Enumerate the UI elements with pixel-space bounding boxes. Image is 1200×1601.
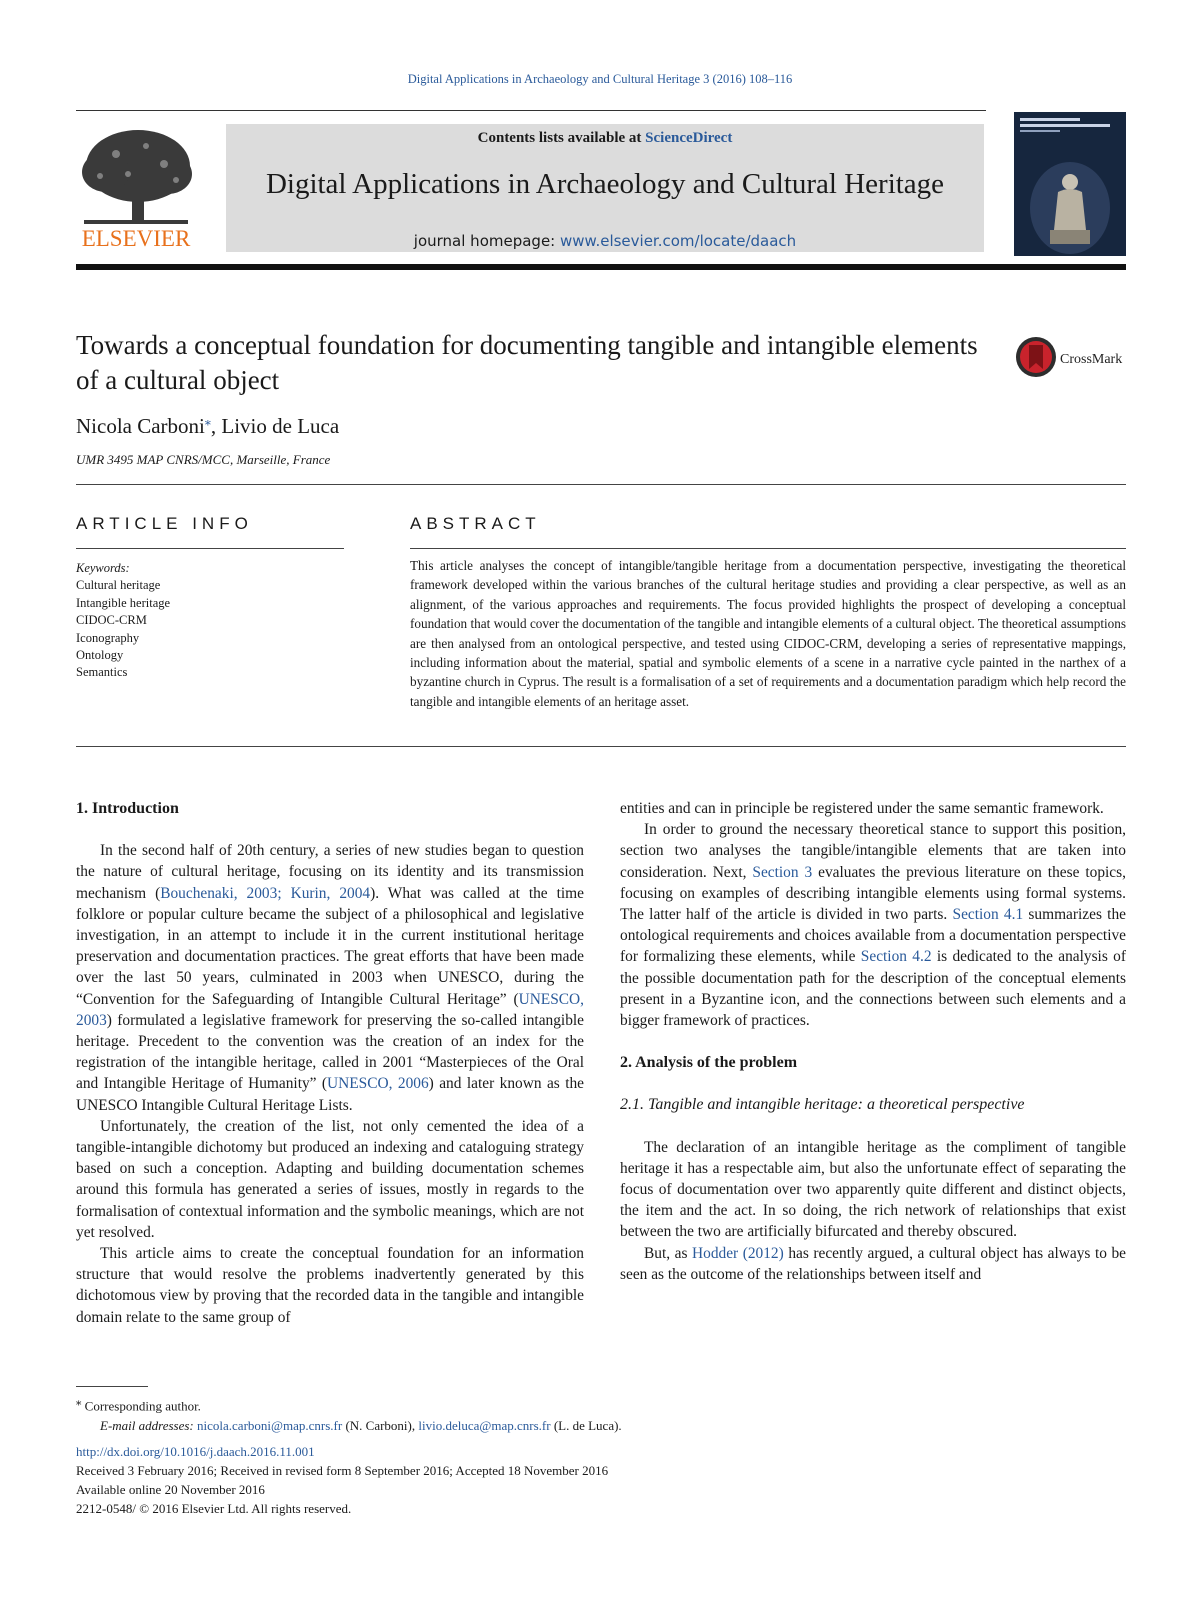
author-list xyxy=(76,414,339,439)
contents-prefix: Contents lists available at xyxy=(477,130,642,146)
keyword-item: Semantics xyxy=(76,665,128,680)
keywords-list xyxy=(76,560,170,682)
received-dates: Received 3 February 2016; Received in revised form 8 September 2016; Accepted 18 November 2016 xyxy=(76,1463,609,1478)
author-1: Nicola Carboni xyxy=(76,414,205,438)
footnote-mark: ⁎ xyxy=(76,1396,82,1408)
paragraph-5: The declaration of an intangible heritage as the compliment of tangible heritage it has a respectable aim, but also the unfortunate effect of separating the focus of documentation over two apparently quite different and distinct objects, the item and the act. In so doing, the rich network of relationships that exist between the two are artificially bifurcated and thereby obscured. xyxy=(620,1138,1126,1241)
section-link[interactable]: Section 4.2 xyxy=(860,948,932,966)
corresponding-mark[interactable]: ⁎ xyxy=(204,414,211,428)
section-2-1-heading: 2.1. Tangible and intangible heritage: a theoretical perspective xyxy=(620,1096,1025,1114)
citation-link[interactable]: Bouchenaki, 2003; Kurin, 2004 xyxy=(160,884,371,902)
footnote xyxy=(76,1392,622,1436)
crossmark-badge[interactable] xyxy=(1014,334,1126,380)
paragraph-text: is dedicated to the analysis of the possible documentation path for the description of the conceptual elements present in a Byzantine icon, and the connections between such elements and a bigger framework of practices. xyxy=(620,948,1126,1030)
running-head[interactable]: Digital Applications in Archaeology and Cultural Heritage 3 (2016) 108–116 xyxy=(407,72,793,86)
section-1-heading: 1. Introduction xyxy=(76,800,179,817)
title-rule xyxy=(76,484,1126,485)
available-online: Available online 20 November 2016 xyxy=(76,1482,265,1497)
citation-link[interactable]: Hodder (2012) xyxy=(692,1244,784,1262)
paragraph-text: evaluates the previous literature on these topics, focusing on examples of describing intangible elements using formal systems. The latter half of the article is divided in two parts. xyxy=(620,863,1126,924)
keyword-item: Iconography xyxy=(76,630,140,645)
email-addresses xyxy=(76,1416,622,1436)
article-title: Towards a conceptual foundation for documenting tangible and intangible elements of a cultural object xyxy=(76,330,978,395)
article-info-heading: ARTICLE INFO xyxy=(76,514,253,533)
keyword-item: Ontology xyxy=(76,648,124,663)
journal-cover-image[interactable] xyxy=(1014,112,1126,256)
elsevier-logo[interactable] xyxy=(76,124,196,250)
corresponding-author-note xyxy=(76,1392,622,1416)
paragraph-text: ) and later known as the UNESCO Intangible Cultural Heritage Lists. xyxy=(76,1075,584,1114)
contents-line xyxy=(226,130,984,147)
paragraph-text: has recently argued, a cultural object has always to be seen as the outcome of the relationships between itself and xyxy=(620,1244,1126,1283)
paragraph-text: ). What was called at the time folklore or popular culture became the subject of a philosophical and legislative investigation, in an attempt to include it in the current institutional heritage preservation and documentation practices. The great efforts that have been made over the last 50 years, culminated in 2003 when UNESCO, during the “Convention for the Safeguarding of Intangible Cultural Heritage” ( xyxy=(76,884,584,1008)
body-column-left xyxy=(76,798,584,1328)
keyword-item: Cultural heritage xyxy=(76,578,161,593)
abstract-rule xyxy=(410,548,1126,549)
author-2: Livio de Luca xyxy=(221,414,340,438)
citation-link[interactable]: UNESCO, 2003 xyxy=(76,990,584,1029)
journal-banner xyxy=(226,124,984,252)
paragraph-text: In order to ground the necessary theoretical stance to support this position, section two analyses the tangible/intangible elements that are taken into consideration. Next, xyxy=(620,821,1126,881)
keywords-label: Keywords: xyxy=(76,561,130,575)
section-link[interactable]: Section 4.1 xyxy=(952,906,1024,924)
author-separator: , xyxy=(210,414,222,438)
paragraph-text: ) formulated a legislative framework for preserving the so-called intangible heritage. Precedent to the convention was the creation of an index for the registration of the intangible heritage, called in 2001 “Masterpieces of the Oral and Intangible Heritage of Humanity” ( xyxy=(76,1011,584,1093)
journal-title: Digital Applications in Archaeology and Cultural Heritage xyxy=(265,168,945,200)
email-label: E-mail addresses: xyxy=(100,1418,194,1434)
paragraph-text: In the second half of 20th century, a series of new studies began to question the nature of cultural heritage, focusing on its identity and its transmission mechanism ( xyxy=(76,842,584,902)
keyword-item: CIDOC-CRM xyxy=(76,613,147,628)
copyright-line: 2212-0548/ © 2016 Elsevier Ltd. All rights reserved. xyxy=(76,1501,352,1516)
doi-link[interactable]: http://dx.doi.org/10.1016/j.daach.2016.11.001 xyxy=(76,1444,315,1459)
paragraph-text: But, as xyxy=(644,1244,693,1262)
email-link[interactable]: nicola.carboni@map.cnrs.fr xyxy=(197,1418,343,1434)
affiliation: UMR 3495 MAP CNRS/MCC, Marseille, France xyxy=(76,452,331,467)
abstract-text: This article analyses the concept of intangible/tangible heritage from a documentation perspective, investigating the theoretical framework developed within the various branches of the cultural heritage studies and providing a clear perspective, as well as an alignment, of the various approaches and requirements. The focus provided highlights the prospect of developing a conceptual foundation that would cover the documentation of the tangible and intangible elements of a cultural object. The theoretical assumptions are then analysed from an ontological perspective, and tested using CIDOC-CRM, developing a series of representative mappings, including information about the material, spatial and symbolic elements of a scene in a narrative cycle painted in the narthex of a byzantine church in Cyprus. The result is a formalisation of a set of requirements and a documentation paradigm which help record the tangible and intangible elements of an heritage asset. xyxy=(410,558,1126,709)
footnote-rule xyxy=(76,1386,148,1387)
homepage-link[interactable]: www.elsevier.com/locate/daach xyxy=(560,232,797,250)
homepage-prefix: journal homepage: xyxy=(413,232,556,250)
keyword-item: Intangible heritage xyxy=(76,595,171,610)
elsevier-tree-icon xyxy=(76,124,196,250)
corresponding-text: Corresponding author. xyxy=(84,1398,201,1414)
cover-statue-icon xyxy=(1014,112,1126,256)
email-owner: (L. de Luca). xyxy=(550,1418,622,1434)
info-rule xyxy=(76,548,344,549)
citation-link[interactable]: UNESCO, 2006 xyxy=(327,1075,429,1093)
section-2-heading: 2. Analysis of the problem xyxy=(620,1054,798,1072)
footer-meta xyxy=(76,1442,608,1518)
email-owner: (N. Carboni), xyxy=(342,1418,419,1434)
publisher-name: ELSEVIER xyxy=(81,226,191,250)
sciencedirect-link[interactable]: ScienceDirect xyxy=(645,130,733,146)
section-link[interactable]: Section 3 xyxy=(752,863,813,881)
crossmark-label: CrossMark xyxy=(1060,352,1123,367)
homepage-line xyxy=(226,232,984,250)
abstract-heading: ABSTRACT xyxy=(410,514,541,533)
paragraph-4 xyxy=(620,819,1126,1031)
paragraph-3: This article aims to create the conceptual foundation for an information structure that would resolve the problems inadvertently generated by this dichotomous view by proving that the recorded data in the tangible and intangible domain relate to the same group of xyxy=(76,1245,584,1326)
crossmark-icon xyxy=(1014,334,1126,380)
abstract-bottom-rule xyxy=(76,746,1126,747)
paragraph-1 xyxy=(76,840,584,1116)
masthead-rule xyxy=(76,264,1126,270)
paragraph-2: Unfortunately, the creation of the list, not only cemented the idea of a tangible-intangible dichotomy but produced an indexing and cataloguing strategy based on such a conception. Adapting and building documentation schemes around this formula has generated a series of issues, mostly in regards to the formalisation of contextual information and the symbolic meanings, which are not yet resolved. xyxy=(76,1117,584,1241)
paragraph-text: summarizes the ontological requirements and choices available from a documentation perspective for formalizing these elements, while xyxy=(620,906,1126,966)
email-link[interactable]: livio.deluca@map.cnrs.fr xyxy=(418,1418,551,1434)
paragraph-6 xyxy=(620,1243,1126,1285)
paragraph-3-continued: entities and can in principle be registered under the same semantic framework. xyxy=(620,800,1104,817)
body-column-right xyxy=(620,798,1126,1285)
head-rule xyxy=(76,110,986,111)
